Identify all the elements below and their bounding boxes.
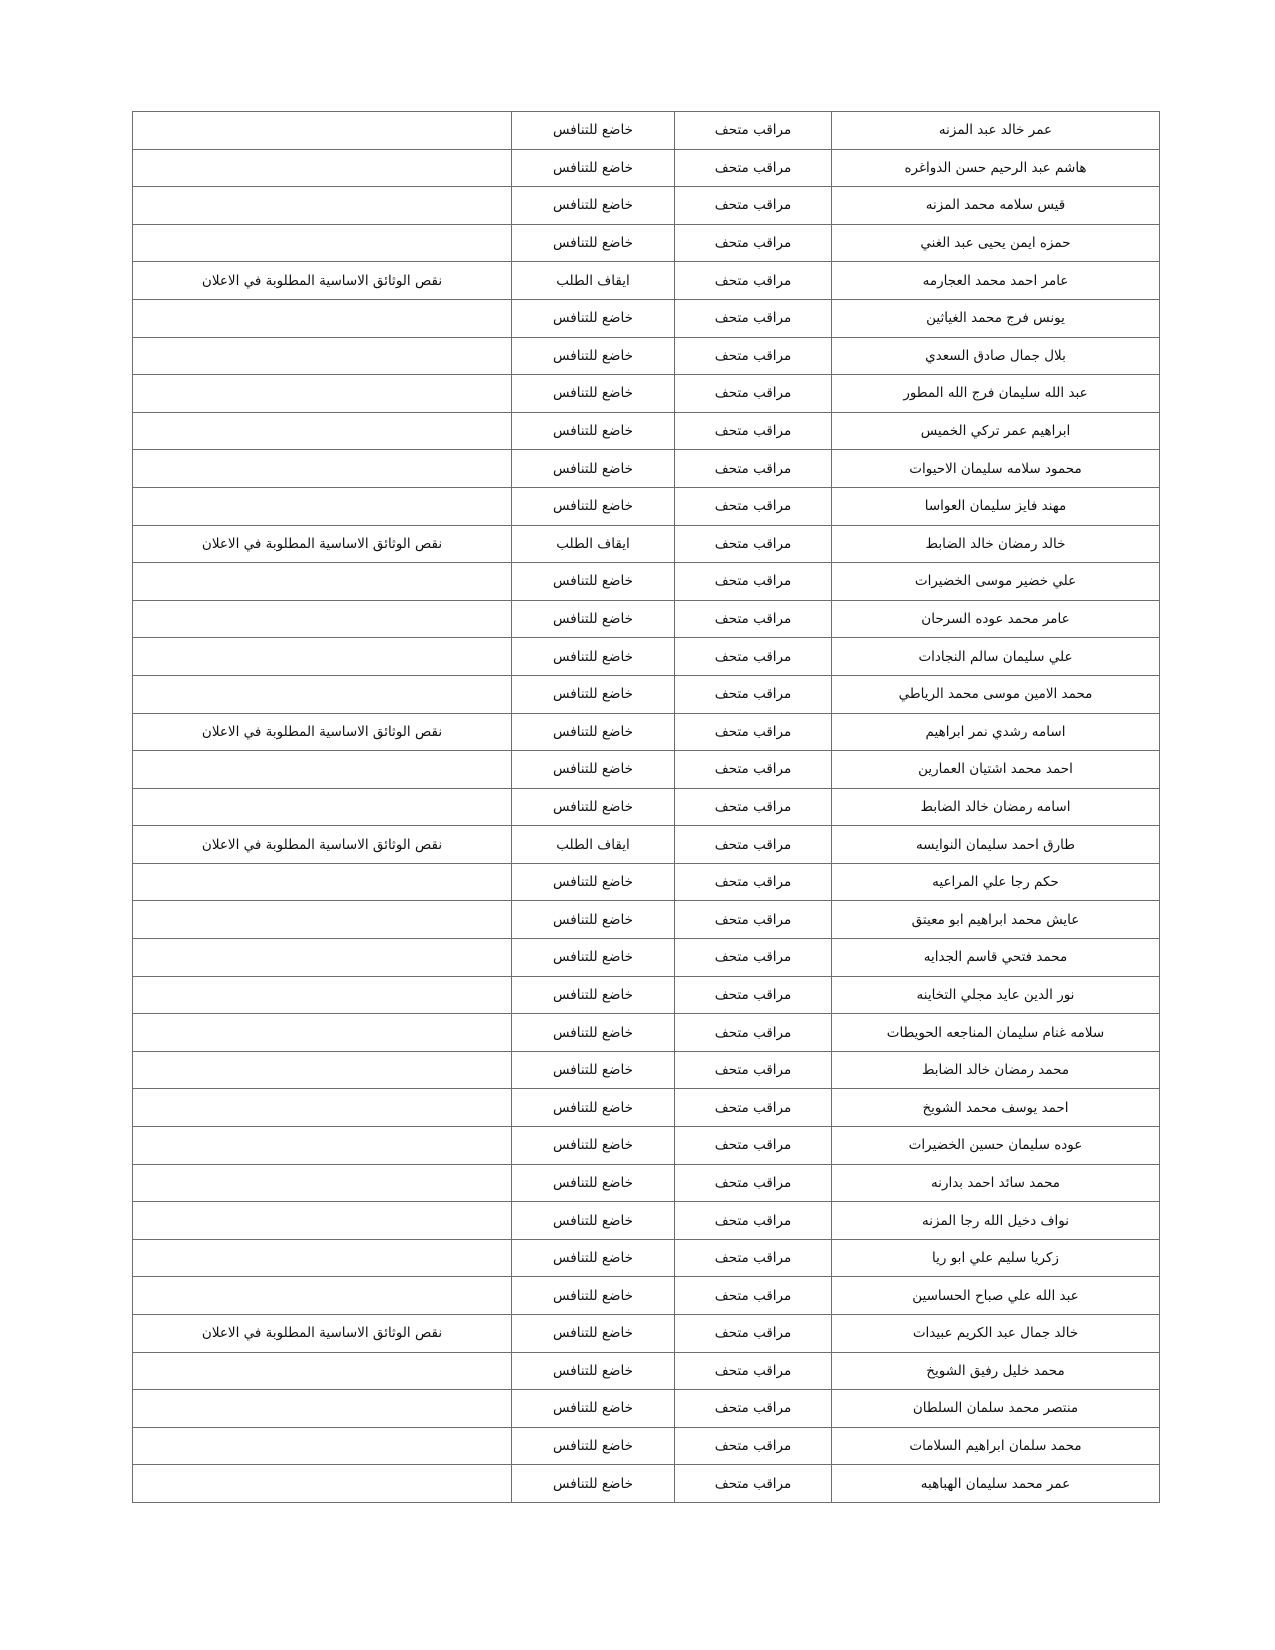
name-cell: قيس سلامه محمد المزنه [832,187,1160,225]
role-cell: مراقب متحف [675,600,832,638]
name-cell: احمد يوسف محمد الشويخ [832,1089,1160,1127]
name-cell: عامر احمد محمد العجارمه [832,262,1160,300]
name-cell: علي خضير موسى الخضيرات [832,563,1160,601]
note-cell [133,901,512,939]
status-cell: خاضع للتنافس [512,1352,675,1390]
role-cell: مراقب متحف [675,112,832,150]
name-cell: احمد محمد اشتيان العمارين [832,751,1160,789]
table-row [133,1277,1160,1315]
note-cell [133,1239,512,1277]
status-cell: خاضع للتنافس [512,412,675,450]
table-row [133,149,1160,187]
table-row [133,187,1160,225]
role-cell: مراقب متحف [675,939,832,977]
table-row [133,863,1160,901]
note-cell [133,1427,512,1465]
table-row [133,525,1160,563]
table-row [133,1315,1160,1353]
status-cell: خاضع للتنافس [512,1465,675,1503]
name-cell: مهند فايز سليمان العواسا [832,487,1160,525]
status-cell: خاضع للتنافس [512,976,675,1014]
table-row [133,901,1160,939]
note-cell [133,1352,512,1390]
status-cell: خاضع للتنافس [512,112,675,150]
table-row [133,1239,1160,1277]
status-cell: خاضع للتنافس [512,450,675,488]
table-row [133,112,1160,150]
role-cell: مراقب متحف [675,375,832,413]
role-cell: مراقب متحف [675,1014,832,1052]
note-cell [133,299,512,337]
table-row [133,1014,1160,1052]
table-row [133,788,1160,826]
name-cell: عبد الله سليمان فرج الله المطور [832,375,1160,413]
name-cell: حكم رجا علي المراعيه [832,863,1160,901]
status-cell: خاضع للتنافس [512,375,675,413]
table-row [133,299,1160,337]
status-cell: ايقاف الطلب [512,826,675,864]
role-cell: مراقب متحف [675,976,832,1014]
name-cell: منتصر محمد سلمان السلطان [832,1390,1160,1428]
role-cell: مراقب متحف [675,751,832,789]
note-cell [133,1051,512,1089]
role-cell: مراقب متحف [675,149,832,187]
role-cell: مراقب متحف [675,299,832,337]
status-cell: خاضع للتنافس [512,149,675,187]
table-row [133,976,1160,1014]
note-cell [133,187,512,225]
note-cell [133,375,512,413]
role-cell: مراقب متحف [675,412,832,450]
table-row [133,1427,1160,1465]
note-cell [133,450,512,488]
status-cell: خاضع للتنافس [512,1089,675,1127]
status-cell: خاضع للتنافس [512,675,675,713]
note-cell [133,487,512,525]
applicants-table [132,111,1160,1503]
status-cell: ايقاف الطلب [512,525,675,563]
status-cell: خاضع للتنافس [512,713,675,751]
note-cell [133,939,512,977]
table-row [133,1127,1160,1165]
note-cell [133,1465,512,1503]
name-cell: يونس فرج محمد الغياثين [832,299,1160,337]
table-row [133,224,1160,262]
applicants-table-body [133,112,1160,1503]
role-cell: مراقب متحف [675,1277,832,1315]
role-cell: مراقب متحف [675,224,832,262]
note-cell [133,788,512,826]
status-cell: خاضع للتنافس [512,1164,675,1202]
status-cell: خاضع للتنافس [512,788,675,826]
status-cell: خاضع للتنافس [512,1014,675,1052]
status-cell: خاضع للتنافس [512,299,675,337]
name-cell: خالد رمضان خالد الضابط [832,525,1160,563]
role-cell: مراقب متحف [675,563,832,601]
note-cell [133,1164,512,1202]
note-cell [133,412,512,450]
role-cell: مراقب متحف [675,1465,832,1503]
role-cell: مراقب متحف [675,262,832,300]
name-cell: محمد خليل رفيق الشويخ [832,1352,1160,1390]
role-cell: مراقب متحف [675,675,832,713]
name-cell: سلامه غنام سليمان المناجعه الحويطات [832,1014,1160,1052]
name-cell: محمد رمضان خالد الضابط [832,1051,1160,1089]
role-cell: مراقب متحف [675,337,832,375]
name-cell: عبد الله علي صباح الحساسين [832,1277,1160,1315]
role-cell: مراقب متحف [675,788,832,826]
name-cell: اسامه رشدي نمر ابراهيم [832,713,1160,751]
status-cell: خاضع للتنافس [512,337,675,375]
status-cell: خاضع للتنافس [512,224,675,262]
role-cell: مراقب متحف [675,1427,832,1465]
table-row [133,939,1160,977]
name-cell: علي سليمان سالم النجادات [832,638,1160,676]
note-cell [133,563,512,601]
role-cell: مراقب متحف [675,187,832,225]
table-row [133,1164,1160,1202]
note-cell [133,1390,512,1428]
status-cell: خاضع للتنافس [512,487,675,525]
status-cell: خاضع للتنافس [512,1427,675,1465]
name-cell: اسامه رمضان خالد الضابط [832,788,1160,826]
table-row [133,412,1160,450]
role-cell: مراقب متحف [675,713,832,751]
name-cell: نور الدين عايد مجلي التخاينه [832,976,1160,1014]
note-cell [133,600,512,638]
note-cell: نقص الوثائق الاساسية المطلوبة في الاعلان [133,1315,512,1353]
table-row [133,1390,1160,1428]
role-cell: مراقب متحف [675,1127,832,1165]
note-cell [133,112,512,150]
status-cell: خاضع للتنافس [512,1127,675,1165]
name-cell: عمر خالد عبد المزنه [832,112,1160,150]
table-row [133,262,1160,300]
note-cell [133,863,512,901]
name-cell: نواف دخيل الله رجا المزنه [832,1202,1160,1240]
name-cell: محمد فتحي قاسم الجدايه [832,939,1160,977]
note-cell [133,1014,512,1052]
note-cell [133,1202,512,1240]
note-cell [133,1089,512,1127]
status-cell: خاضع للتنافس [512,939,675,977]
name-cell: محمد سائد احمد بدارنه [832,1164,1160,1202]
name-cell: عوده سليمان حسين الخضيرات [832,1127,1160,1165]
table-row [133,1202,1160,1240]
role-cell: مراقب متحف [675,638,832,676]
name-cell: حمزه ايمن يحيى عبد الغني [832,224,1160,262]
status-cell: خاضع للتنافس [512,1390,675,1428]
note-cell [133,638,512,676]
role-cell: مراقب متحف [675,1164,832,1202]
note-cell [133,1127,512,1165]
status-cell: خاضع للتنافس [512,751,675,789]
role-cell: مراقب متحف [675,901,832,939]
status-cell: خاضع للتنافس [512,1315,675,1353]
note-cell [133,337,512,375]
name-cell: هاشم عبد الرحيم حسن الدواغره [832,149,1160,187]
note-cell [133,1277,512,1315]
role-cell: مراقب متحف [675,863,832,901]
status-cell: خاضع للتنافس [512,901,675,939]
role-cell: مراقب متحف [675,1202,832,1240]
table-row [133,1089,1160,1127]
note-cell [133,149,512,187]
role-cell: مراقب متحف [675,525,832,563]
name-cell: عامر محمد عوده السرحان [832,600,1160,638]
name-cell: محمد سلمان ابراهيم السلامات [832,1427,1160,1465]
name-cell: محمود سلامه سليمان الاحيوات [832,450,1160,488]
role-cell: مراقب متحف [675,1089,832,1127]
table-row [133,1352,1160,1390]
note-cell: نقص الوثائق الاساسية المطلوبة في الاعلان [133,713,512,751]
table-row [133,337,1160,375]
table-row [133,450,1160,488]
name-cell: عايش محمد ابراهيم ابو معيتق [832,901,1160,939]
role-cell: مراقب متحف [675,1352,832,1390]
note-cell: نقص الوثائق الاساسية المطلوبة في الاعلان [133,826,512,864]
name-cell: بلال جمال صادق السعدي [832,337,1160,375]
table-row [133,1465,1160,1503]
status-cell: خاضع للتنافس [512,187,675,225]
table-row [133,1051,1160,1089]
role-cell: مراقب متحف [675,1051,832,1089]
table-row [133,487,1160,525]
status-cell: خاضع للتنافس [512,563,675,601]
status-cell: خاضع للتنافس [512,638,675,676]
role-cell: مراقب متحف [675,1390,832,1428]
name-cell: ابراهيم عمر تركي الخميس [832,412,1160,450]
role-cell: مراقب متحف [675,1239,832,1277]
table-row [133,675,1160,713]
name-cell: زكريا سليم علي ابو ريا [832,1239,1160,1277]
table-row [133,751,1160,789]
name-cell: محمد الامين موسى محمد الرياطي [832,675,1160,713]
status-cell: خاضع للتنافس [512,1051,675,1089]
name-cell: عمر محمد سليمان الهباهبه [832,1465,1160,1503]
table-row [133,563,1160,601]
status-cell: خاضع للتنافس [512,1277,675,1315]
role-cell: مراقب متحف [675,1315,832,1353]
status-cell: خاضع للتنافس [512,600,675,638]
table-row [133,713,1160,751]
note-cell [133,976,512,1014]
note-cell [133,675,512,713]
table-row [133,375,1160,413]
table-row [133,638,1160,676]
table-row [133,826,1160,864]
name-cell: خالد جمال عبد الكريم عبيدات [832,1315,1160,1353]
status-cell: خاضع للتنافس [512,863,675,901]
role-cell: مراقب متحف [675,450,832,488]
note-cell: نقص الوثائق الاساسية المطلوبة في الاعلان [133,262,512,300]
status-cell: ايقاف الطلب [512,262,675,300]
note-cell: نقص الوثائق الاساسية المطلوبة في الاعلان [133,525,512,563]
status-cell: خاضع للتنافس [512,1239,675,1277]
name-cell: طارق احمد سليمان النوايسه [832,826,1160,864]
table-row [133,600,1160,638]
role-cell: مراقب متحف [675,487,832,525]
status-cell: خاضع للتنافس [512,1202,675,1240]
role-cell: مراقب متحف [675,826,832,864]
note-cell [133,751,512,789]
note-cell [133,224,512,262]
